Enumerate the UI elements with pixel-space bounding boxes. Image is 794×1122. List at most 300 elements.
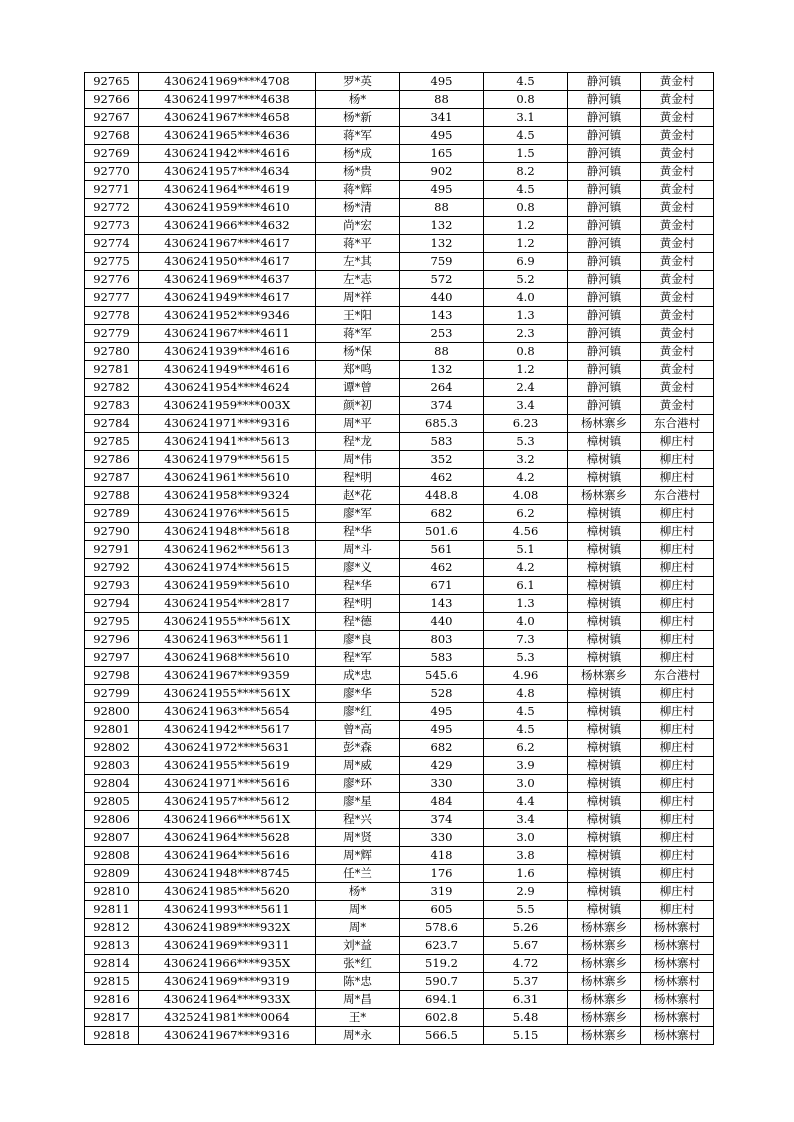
person-name-cell: 张*红 [316,955,400,973]
table-row [85,865,714,883]
person-name-cell: 周* [316,901,400,919]
person-name-cell: 杨*保 [316,343,400,361]
record-number-cell: 92765 [85,73,139,91]
amount-cell: 253 [400,325,484,343]
table-row [85,325,714,343]
id-number-cell: 4306241968****5610 [139,649,316,667]
town-cell: 杨林寨乡 [568,919,641,937]
quantity-cell: 8.2 [484,163,568,181]
table-row [85,613,714,631]
person-name-cell: 周*威 [316,757,400,775]
village-cell: 柳庄村 [641,757,714,775]
village-cell: 柳庄村 [641,883,714,901]
amount-cell: 578.6 [400,919,484,937]
record-number-cell: 92793 [85,577,139,595]
table-row [85,811,714,829]
quantity-cell: 1.3 [484,307,568,325]
person-name-cell: 周*昌 [316,991,400,1009]
table-row [85,505,714,523]
table-row [85,955,714,973]
town-cell: 樟树镇 [568,901,641,919]
id-number-cell: 4306241961****5610 [139,469,316,487]
id-number-cell: 4306241971****9316 [139,415,316,433]
record-number-cell: 92817 [85,1009,139,1027]
id-number-cell: 4306241964****933X [139,991,316,1009]
village-cell: 杨林寨村 [641,937,714,955]
village-cell: 黄金村 [641,343,714,361]
amount-cell: 528 [400,685,484,703]
town-cell: 静河镇 [568,325,641,343]
town-cell: 静河镇 [568,109,641,127]
quantity-cell: 4.08 [484,487,568,505]
person-name-cell: 曾*高 [316,721,400,739]
record-number-cell: 92774 [85,235,139,253]
quantity-cell: 5.15 [484,1027,568,1045]
quantity-cell: 3.1 [484,109,568,127]
town-cell: 静河镇 [568,343,641,361]
person-name-cell: 廖*红 [316,703,400,721]
amount-cell: 583 [400,433,484,451]
table-row [85,181,714,199]
table-body [85,73,714,1045]
id-number-cell: 4306241967****9359 [139,667,316,685]
town-cell: 樟树镇 [568,721,641,739]
amount-cell: 519.2 [400,955,484,973]
record-number-cell: 92785 [85,433,139,451]
amount-cell: 264 [400,379,484,397]
quantity-cell: 3.2 [484,451,568,469]
amount-cell: 682 [400,739,484,757]
quantity-cell: 1.3 [484,595,568,613]
id-number-cell: 4306241962****5613 [139,541,316,559]
amount-cell: 176 [400,865,484,883]
person-name-cell: 左*其 [316,253,400,271]
person-name-cell: 杨*清 [316,199,400,217]
quantity-cell: 5.2 [484,271,568,289]
amount-cell: 132 [400,361,484,379]
table-row [85,937,714,955]
record-number-cell: 92802 [85,739,139,757]
quantity-cell: 1.6 [484,865,568,883]
person-name-cell: 尚*宏 [316,217,400,235]
quantity-cell: 7.3 [484,631,568,649]
town-cell: 樟树镇 [568,829,641,847]
amount-cell: 88 [400,343,484,361]
id-number-cell: 4306241942****5617 [139,721,316,739]
table-row [85,991,714,1009]
amount-cell: 462 [400,469,484,487]
village-cell: 柳庄村 [641,793,714,811]
amount-cell: 440 [400,613,484,631]
record-number-cell: 92769 [85,145,139,163]
record-number-cell: 92783 [85,397,139,415]
amount-cell: 462 [400,559,484,577]
record-number-cell: 92806 [85,811,139,829]
record-number-cell: 92809 [85,865,139,883]
table-row [85,415,714,433]
person-name-cell: 王*阳 [316,307,400,325]
table-row [85,685,714,703]
amount-cell: 132 [400,217,484,235]
town-cell: 樟树镇 [568,631,641,649]
person-name-cell: 程*龙 [316,433,400,451]
town-cell: 静河镇 [568,199,641,217]
table-row [85,667,714,685]
id-number-cell: 4306241964****5628 [139,829,316,847]
record-number-cell: 92805 [85,793,139,811]
id-number-cell: 4306241969****9311 [139,937,316,955]
town-cell: 樟树镇 [568,793,641,811]
person-name-cell: 廖*军 [316,505,400,523]
town-cell: 樟树镇 [568,541,641,559]
id-number-cell: 4306241969****4637 [139,271,316,289]
village-cell: 黄金村 [641,253,714,271]
id-number-cell: 4306241967****4658 [139,109,316,127]
table-row [85,1027,714,1045]
amount-cell: 572 [400,271,484,289]
person-name-cell: 廖*环 [316,775,400,793]
id-number-cell: 4306241964****4619 [139,181,316,199]
quantity-cell: 6.2 [484,739,568,757]
table-row [85,469,714,487]
quantity-cell: 3.0 [484,829,568,847]
village-cell: 柳庄村 [641,433,714,451]
amount-cell: 902 [400,163,484,181]
id-number-cell: 4306241942****4616 [139,145,316,163]
town-cell: 静河镇 [568,127,641,145]
quantity-cell: 5.48 [484,1009,568,1027]
person-name-cell: 周*斗 [316,541,400,559]
town-cell: 静河镇 [568,73,641,91]
village-cell: 黄金村 [641,145,714,163]
id-number-cell: 4306241966****561X [139,811,316,829]
town-cell: 樟树镇 [568,685,641,703]
person-name-cell: 程*兴 [316,811,400,829]
town-cell: 静河镇 [568,235,641,253]
village-cell: 柳庄村 [641,721,714,739]
table-row [85,127,714,145]
quantity-cell: 3.8 [484,847,568,865]
town-cell: 樟树镇 [568,433,641,451]
quantity-cell: 5.1 [484,541,568,559]
quantity-cell: 3.4 [484,397,568,415]
town-cell: 静河镇 [568,163,641,181]
town-cell: 静河镇 [568,91,641,109]
village-cell: 黄金村 [641,217,714,235]
town-cell: 静河镇 [568,397,641,415]
amount-cell: 803 [400,631,484,649]
amount-cell: 88 [400,91,484,109]
amount-cell: 165 [400,145,484,163]
record-number-cell: 92808 [85,847,139,865]
village-cell: 黄金村 [641,361,714,379]
id-number-cell: 4306241967****4617 [139,235,316,253]
person-name-cell: 周* [316,919,400,937]
person-name-cell: 陈*忠 [316,973,400,991]
village-cell: 杨林寨村 [641,991,714,1009]
quantity-cell: 6.31 [484,991,568,1009]
table-row [85,289,714,307]
quantity-cell: 1.2 [484,361,568,379]
village-cell: 柳庄村 [641,847,714,865]
record-number-cell: 92813 [85,937,139,955]
amount-cell: 143 [400,595,484,613]
record-number-cell: 92812 [85,919,139,937]
amount-cell: 132 [400,235,484,253]
person-name-cell: 蒋*军 [316,127,400,145]
village-cell: 柳庄村 [641,613,714,631]
person-name-cell: 杨*贵 [316,163,400,181]
village-cell: 柳庄村 [641,469,714,487]
quantity-cell: 5.3 [484,433,568,451]
id-number-cell: 4306241952****9346 [139,307,316,325]
id-number-cell: 4306241964****5616 [139,847,316,865]
amount-cell: 495 [400,73,484,91]
id-number-cell: 4306241966****4632 [139,217,316,235]
record-number-cell: 92804 [85,775,139,793]
quantity-cell: 5.26 [484,919,568,937]
village-cell: 柳庄村 [641,703,714,721]
person-name-cell: 廖*良 [316,631,400,649]
id-number-cell: 4306241976****5615 [139,505,316,523]
record-number-cell: 92792 [85,559,139,577]
amount-cell: 583 [400,649,484,667]
id-number-cell: 4306241993****5611 [139,901,316,919]
amount-cell: 623.7 [400,937,484,955]
person-name-cell: 周*辉 [316,847,400,865]
village-cell: 柳庄村 [641,901,714,919]
village-cell: 黄金村 [641,271,714,289]
village-cell: 柳庄村 [641,577,714,595]
village-cell: 黄金村 [641,307,714,325]
id-number-cell: 4306241971****5616 [139,775,316,793]
village-cell: 黄金村 [641,199,714,217]
village-cell: 杨林寨村 [641,955,714,973]
quantity-cell: 0.8 [484,199,568,217]
village-cell: 杨林寨村 [641,919,714,937]
table-row [85,253,714,271]
town-cell: 杨林寨乡 [568,1009,641,1027]
table-row [85,829,714,847]
id-number-cell: 4306241967****4611 [139,325,316,343]
data-table [84,72,714,1045]
quantity-cell: 0.8 [484,343,568,361]
id-number-cell: 4306241979****5615 [139,451,316,469]
person-name-cell: 左*志 [316,271,400,289]
record-number-cell: 92814 [85,955,139,973]
quantity-cell: 4.5 [484,721,568,739]
village-cell: 杨林寨村 [641,1027,714,1045]
village-cell: 黄金村 [641,289,714,307]
person-name-cell: 周*贤 [316,829,400,847]
record-number-cell: 92782 [85,379,139,397]
person-name-cell: 周*祥 [316,289,400,307]
record-number-cell: 92789 [85,505,139,523]
amount-cell: 759 [400,253,484,271]
id-number-cell: 4306241958****9324 [139,487,316,505]
id-number-cell: 4306241939****4616 [139,343,316,361]
village-cell: 柳庄村 [641,631,714,649]
record-number-cell: 92807 [85,829,139,847]
record-number-cell: 92810 [85,883,139,901]
quantity-cell: 5.3 [484,649,568,667]
quantity-cell: 3.9 [484,757,568,775]
table-row [85,1009,714,1027]
record-number-cell: 92795 [85,613,139,631]
id-number-cell: 4306241948****5618 [139,523,316,541]
record-number-cell: 92778 [85,307,139,325]
town-cell: 樟树镇 [568,883,641,901]
amount-cell: 319 [400,883,484,901]
village-cell: 柳庄村 [641,595,714,613]
town-cell: 樟树镇 [568,649,641,667]
id-number-cell: 4306241997****4638 [139,91,316,109]
record-number-cell: 92787 [85,469,139,487]
record-number-cell: 92771 [85,181,139,199]
quantity-cell: 4.56 [484,523,568,541]
id-number-cell: 4306241959****003X [139,397,316,415]
person-name-cell: 廖*华 [316,685,400,703]
record-number-cell: 92777 [85,289,139,307]
record-number-cell: 92768 [85,127,139,145]
person-name-cell: 周*永 [316,1027,400,1045]
village-cell: 黄金村 [641,379,714,397]
table-row [85,145,714,163]
quantity-cell: 3.4 [484,811,568,829]
table-row [85,523,714,541]
town-cell: 樟树镇 [568,469,641,487]
record-number-cell: 92815 [85,973,139,991]
village-cell: 杨林寨村 [641,973,714,991]
quantity-cell: 2.9 [484,883,568,901]
town-cell: 杨林寨乡 [568,1027,641,1045]
quantity-cell: 6.2 [484,505,568,523]
village-cell: 柳庄村 [641,811,714,829]
town-cell: 静河镇 [568,217,641,235]
amount-cell: 484 [400,793,484,811]
id-number-cell: 4306241949****4617 [139,289,316,307]
table-row [85,883,714,901]
record-number-cell: 92811 [85,901,139,919]
table-row [85,793,714,811]
record-number-cell: 92773 [85,217,139,235]
town-cell: 樟树镇 [568,505,641,523]
id-number-cell: 4306241955****561X [139,685,316,703]
person-name-cell: 程*军 [316,649,400,667]
amount-cell: 88 [400,199,484,217]
quantity-cell: 5.37 [484,973,568,991]
table-row [85,163,714,181]
village-cell: 柳庄村 [641,685,714,703]
table-row [85,109,714,127]
person-name-cell: 彭*森 [316,739,400,757]
town-cell: 杨林寨乡 [568,415,641,433]
amount-cell: 682 [400,505,484,523]
amount-cell: 605 [400,901,484,919]
record-number-cell: 92796 [85,631,139,649]
id-number-cell: 4306241957****5612 [139,793,316,811]
record-number-cell: 92781 [85,361,139,379]
town-cell: 静河镇 [568,253,641,271]
record-number-cell: 92801 [85,721,139,739]
town-cell: 静河镇 [568,307,641,325]
quantity-cell: 4.8 [484,685,568,703]
village-cell: 柳庄村 [641,829,714,847]
town-cell: 静河镇 [568,289,641,307]
person-name-cell: 蒋*辉 [316,181,400,199]
record-number-cell: 92803 [85,757,139,775]
town-cell: 杨林寨乡 [568,487,641,505]
table-row [85,703,714,721]
quantity-cell: 4.5 [484,73,568,91]
amount-cell: 561 [400,541,484,559]
person-name-cell: 廖*星 [316,793,400,811]
id-number-cell: 4306241974****5615 [139,559,316,577]
village-cell: 黄金村 [641,127,714,145]
quantity-cell: 1.5 [484,145,568,163]
record-number-cell: 92780 [85,343,139,361]
person-name-cell: 程*华 [316,577,400,595]
person-name-cell: 成*忠 [316,667,400,685]
amount-cell: 352 [400,451,484,469]
village-cell: 柳庄村 [641,523,714,541]
town-cell: 杨林寨乡 [568,973,641,991]
record-number-cell: 92800 [85,703,139,721]
table-row [85,919,714,937]
table-row [85,451,714,469]
id-number-cell: 4306241941****5613 [139,433,316,451]
amount-cell: 418 [400,847,484,865]
table-row [85,757,714,775]
person-name-cell: 廖*义 [316,559,400,577]
quantity-cell: 3.0 [484,775,568,793]
id-number-cell: 4306241972****5631 [139,739,316,757]
quantity-cell: 4.0 [484,613,568,631]
id-number-cell: 4306241955****561X [139,613,316,631]
person-name-cell: 赵*花 [316,487,400,505]
amount-cell: 501.6 [400,523,484,541]
quantity-cell: 4.5 [484,181,568,199]
amount-cell: 330 [400,829,484,847]
quantity-cell: 2.4 [484,379,568,397]
person-name-cell: 周*伟 [316,451,400,469]
town-cell: 静河镇 [568,145,641,163]
record-number-cell: 92816 [85,991,139,1009]
person-name-cell: 杨*成 [316,145,400,163]
village-cell: 柳庄村 [641,451,714,469]
quantity-cell: 0.8 [484,91,568,109]
record-number-cell: 92770 [85,163,139,181]
id-number-cell: 4306241950****4617 [139,253,316,271]
town-cell: 樟树镇 [568,451,641,469]
town-cell: 樟树镇 [568,811,641,829]
id-number-cell: 4306241957****4634 [139,163,316,181]
town-cell: 樟树镇 [568,523,641,541]
amount-cell: 143 [400,307,484,325]
id-number-cell: 4306241966****935X [139,955,316,973]
record-number-cell: 92798 [85,667,139,685]
quantity-cell: 4.2 [484,469,568,487]
town-cell: 静河镇 [568,379,641,397]
table-row [85,721,714,739]
amount-cell: 448.8 [400,487,484,505]
village-cell: 柳庄村 [641,541,714,559]
quantity-cell: 4.96 [484,667,568,685]
quantity-cell: 6.9 [484,253,568,271]
amount-cell: 495 [400,721,484,739]
table-row [85,973,714,991]
quantity-cell: 6.23 [484,415,568,433]
